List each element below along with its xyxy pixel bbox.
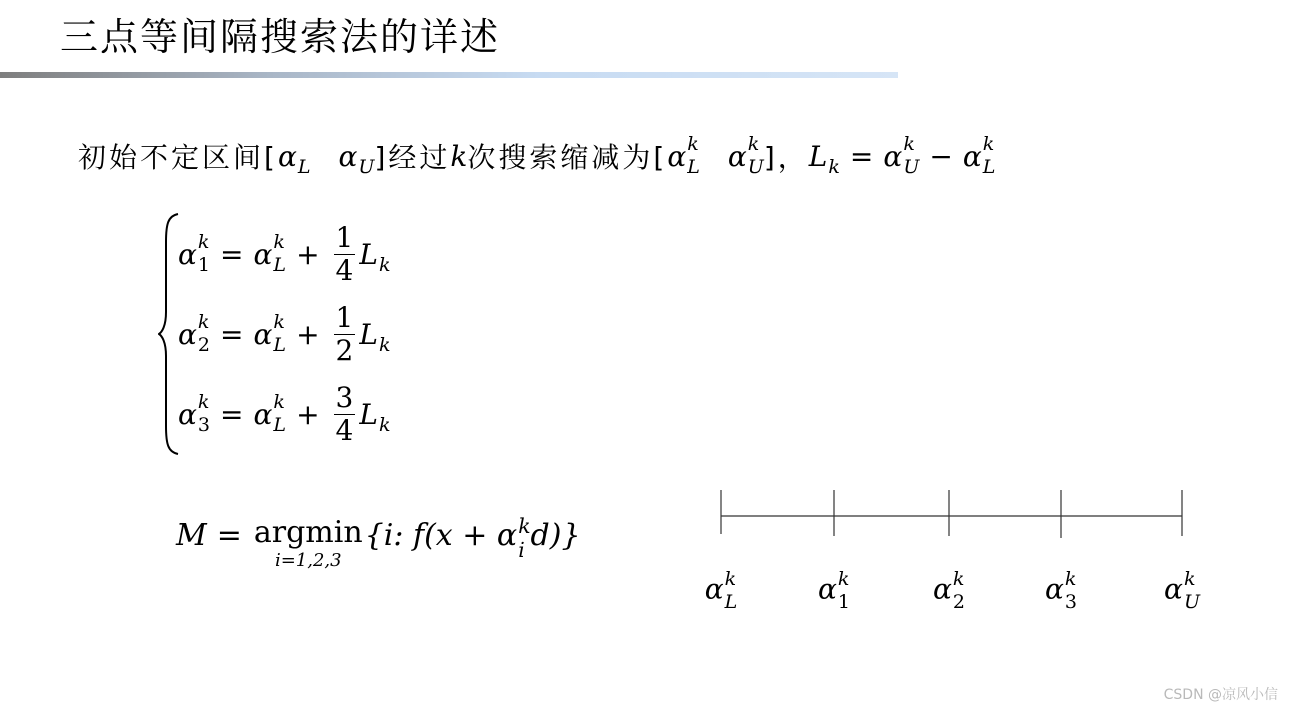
intro-text-d: ]， bbox=[763, 141, 809, 174]
watermark: CSDN @凉风小信 bbox=[1163, 687, 1278, 703]
page-title: 三点等间隔搜索法的详述 bbox=[60, 15, 501, 59]
intro-text-c: 次搜索缩减为[ bbox=[467, 141, 668, 174]
equation-row-1: α k 1 = α k L + $\frac{1}{4}$ L k bbox=[178, 220, 391, 287]
fraction: $\frac{1}{2}$ bbox=[335, 300, 354, 367]
tick-label-alpha-L: α k L bbox=[704, 568, 738, 614]
title-underline bbox=[0, 72, 898, 78]
intro-text-a: 初始不定区间[ bbox=[78, 141, 278, 174]
fraction: $\frac{1}{4}$ bbox=[335, 220, 354, 287]
equation-row-3: α k 3 = α k L + $\frac{3}{4}$ L k bbox=[178, 380, 391, 447]
intro-text-b: ]经过 bbox=[374, 141, 451, 174]
tick-label-alpha-3: α k 3 bbox=[1044, 568, 1078, 614]
equation-row-2: α k 2 = α k L + $\frac{1}{2}$ L k bbox=[178, 300, 391, 367]
number-line-graphic bbox=[700, 480, 1220, 550]
tick-label-alpha-1: α k 1 bbox=[817, 568, 851, 614]
lk-symbol: L bbox=[808, 139, 828, 173]
interval-statement: 初始不定区间[ α L α U ]经过 k 次搜索缩减为[ α k L α k U ]， L k = α k U − α k L bbox=[78, 132, 996, 178]
tick-label-alpha-U: α k U bbox=[1164, 568, 1200, 614]
argmin-formula: M = argmin i=1,2,3 {i: f (x + α k i d)} bbox=[176, 514, 581, 571]
interval-number-line bbox=[700, 480, 1220, 620]
fraction: $\frac{3}{4}$ bbox=[335, 380, 354, 447]
equation-system bbox=[158, 212, 418, 456]
argmin-operator: argmin i=1,2,3 bbox=[253, 515, 363, 571]
left-brace bbox=[158, 212, 180, 456]
tick-label-alpha-2: α k 2 bbox=[932, 568, 966, 614]
argmin-limit: i=1,2,3 bbox=[274, 550, 342, 571]
